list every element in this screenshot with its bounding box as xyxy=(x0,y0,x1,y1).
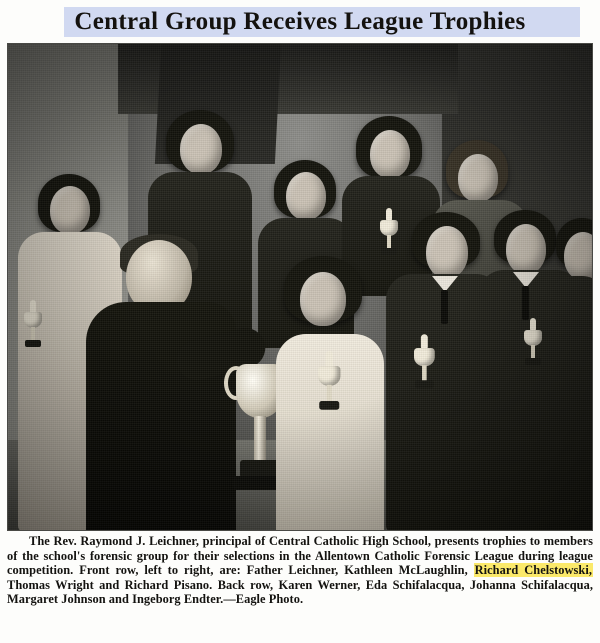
caption-middle: Thomas Wright and Richard Pisano. Back row, Karen Werner, Eda Schifalacqua, Johanna Schifalacqua, Margaret Johnson and Ingeborg Endter. xyxy=(7,577,593,607)
headline-area xyxy=(8,6,592,40)
photo-credit: —Eagle Photo. xyxy=(223,592,304,607)
caption-lead: The Rev. Raymond J. Leichner, principal of Central Catholic High School, presents trophies to members of the school's forensic group for their selections in the Allentown Catholic Forensic League during league competition. Front row, left to right, are: Father Leichner, Kathleen McLaughlin, xyxy=(7,534,593,578)
photo-caption xyxy=(7,534,593,607)
highlighted-name: Richard Chelstowski, xyxy=(474,563,592,578)
news-photo xyxy=(7,43,593,531)
page-title: Central Group Receives League Trophies xyxy=(74,8,526,35)
